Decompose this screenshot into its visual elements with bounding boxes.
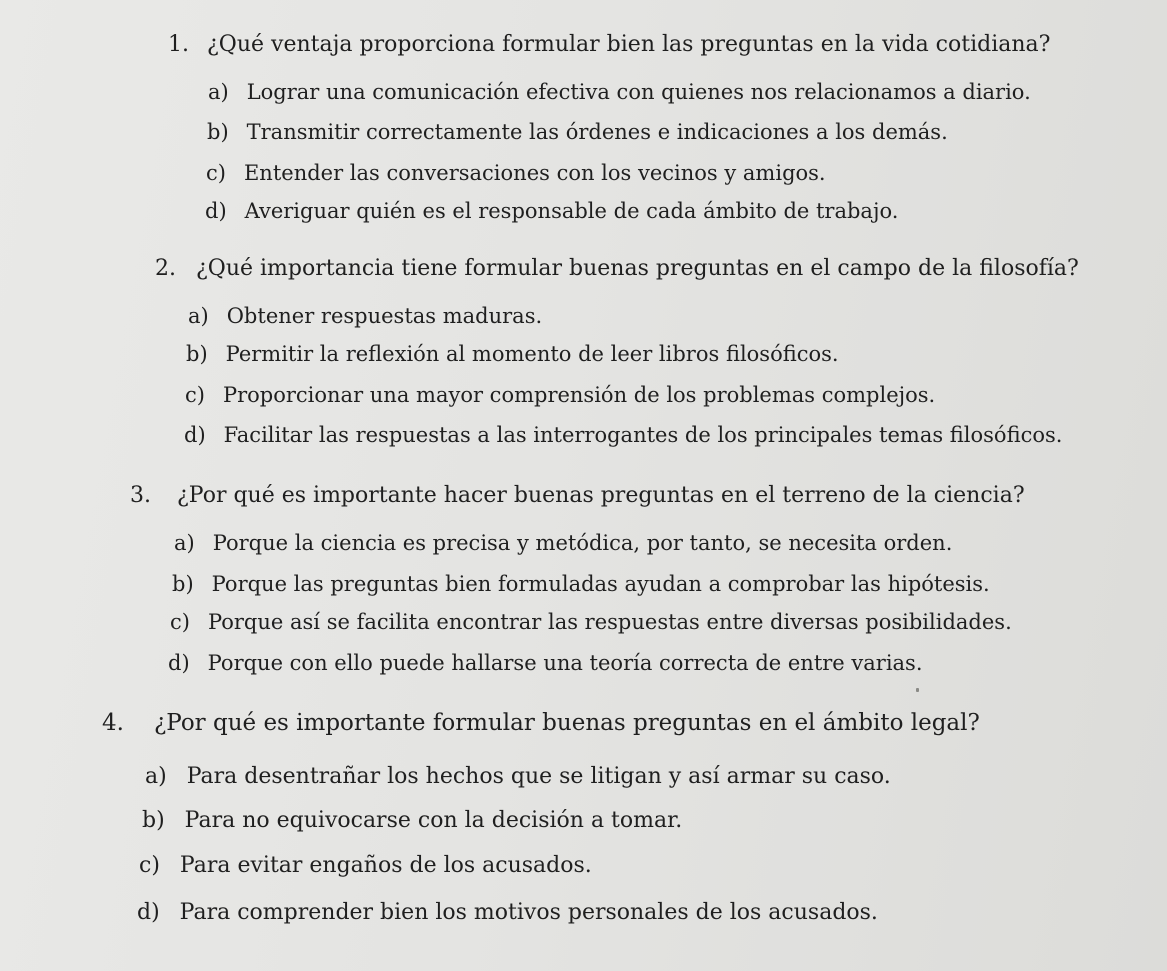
- question-number: 2.: [155, 256, 176, 281]
- question-2-option-b: [186, 342, 839, 366]
- option-text: Obtener respuestas maduras.: [226, 304, 543, 328]
- option-text: Porque la ciencia es precisa y metódica, por tanto, se necesita orden.: [212, 531, 953, 555]
- option-letter: c): [185, 383, 205, 407]
- question-3-option-d: [168, 651, 923, 675]
- question-2-option-a: [188, 304, 542, 328]
- option-text: Averiguar quién es el responsable de cada ámbito de trabajo.: [244, 199, 899, 223]
- question-3-option-c: [170, 610, 1012, 634]
- option-text: Proporcionar una mayor comprensión de los problemas complejos.: [222, 383, 936, 407]
- question-2-option-c: [185, 383, 935, 407]
- option-letter: b): [207, 120, 229, 144]
- option-text: Porque con ello puede hallarse una teoría correcta de entre varias.: [207, 651, 923, 675]
- question-2: [155, 256, 1079, 281]
- option-letter: d): [184, 423, 206, 447]
- option-letter: b): [186, 342, 208, 366]
- option-letter: b): [142, 808, 165, 833]
- question-1-option-d: [205, 199, 898, 223]
- question-number: 4.: [102, 710, 124, 736]
- option-letter: c): [139, 853, 160, 878]
- question-text: ¿Por qué es importante formular buenas preguntas en el ámbito legal?: [153, 710, 980, 736]
- option-letter: b): [172, 572, 194, 596]
- option-letter: d): [168, 651, 190, 675]
- question-text: ¿Qué importancia tiene formular buenas preguntas en el campo de la filosofía?: [196, 256, 1079, 281]
- option-text: Entender las conversaciones con los vecinos y amigos.: [243, 161, 826, 185]
- question-1-option-a: [208, 80, 1031, 104]
- option-letter: a): [145, 764, 167, 789]
- option-text: Transmitir correctamente las órdenes e indicaciones a los demás.: [246, 120, 948, 144]
- question-3-option-b: [172, 572, 990, 596]
- question-1-option-c: [206, 161, 826, 185]
- option-text: Para evitar engaños de los acusados.: [179, 853, 592, 878]
- question-4: [102, 710, 980, 736]
- question-4-option-b: [142, 808, 682, 833]
- option-letter: a): [174, 531, 195, 555]
- question-3-option-a: [174, 531, 952, 555]
- option-text: Facilitar las respuestas a las interrogantes de los principales temas filosóficos.: [223, 423, 1063, 447]
- question-3: [130, 483, 1025, 508]
- option-text: Porque las preguntas bien formuladas ayudan a comprobar las hipótesis.: [211, 572, 990, 596]
- option-letter: d): [137, 900, 160, 925]
- option-text: Lograr una comunicación efectiva con quienes nos relacionamos a diario.: [246, 80, 1031, 104]
- question-text: ¿Qué ventaja proporciona formular bien las preguntas en la vida cotidiana?: [207, 32, 1051, 57]
- option-letter: a): [188, 304, 209, 328]
- option-letter: c): [170, 610, 190, 634]
- question-4-option-d: [137, 900, 878, 925]
- option-letter: d): [205, 199, 227, 223]
- question-1-option-b: [207, 120, 948, 144]
- question-2-option-d: [184, 423, 1062, 447]
- option-text: Porque así se facilita encontrar las respuestas entre diversas posibilidades.: [207, 610, 1012, 634]
- option-text: Para comprender bien los motivos personales de los acusados.: [179, 900, 878, 925]
- question-1: [168, 32, 1050, 57]
- option-letter: c): [206, 161, 226, 185]
- option-text: Permitir la reflexión al momento de leer libros filosóficos.: [225, 342, 839, 366]
- option-text: Para desentrañar los hechos que se litigan y así armar su caso.: [186, 764, 891, 789]
- option-text: Para no equivocarse con la decisión a tomar.: [184, 808, 683, 833]
- question-number: 1.: [168, 32, 189, 57]
- option-letter: a): [208, 80, 229, 104]
- question-4-option-c: [139, 853, 592, 878]
- question-4-option-a: [145, 764, 891, 789]
- paper-speck: [916, 688, 919, 692]
- question-text: ¿Por qué es importante hacer buenas preguntas en el terreno de la ciencia?: [177, 483, 1025, 508]
- question-number: 3.: [130, 483, 151, 508]
